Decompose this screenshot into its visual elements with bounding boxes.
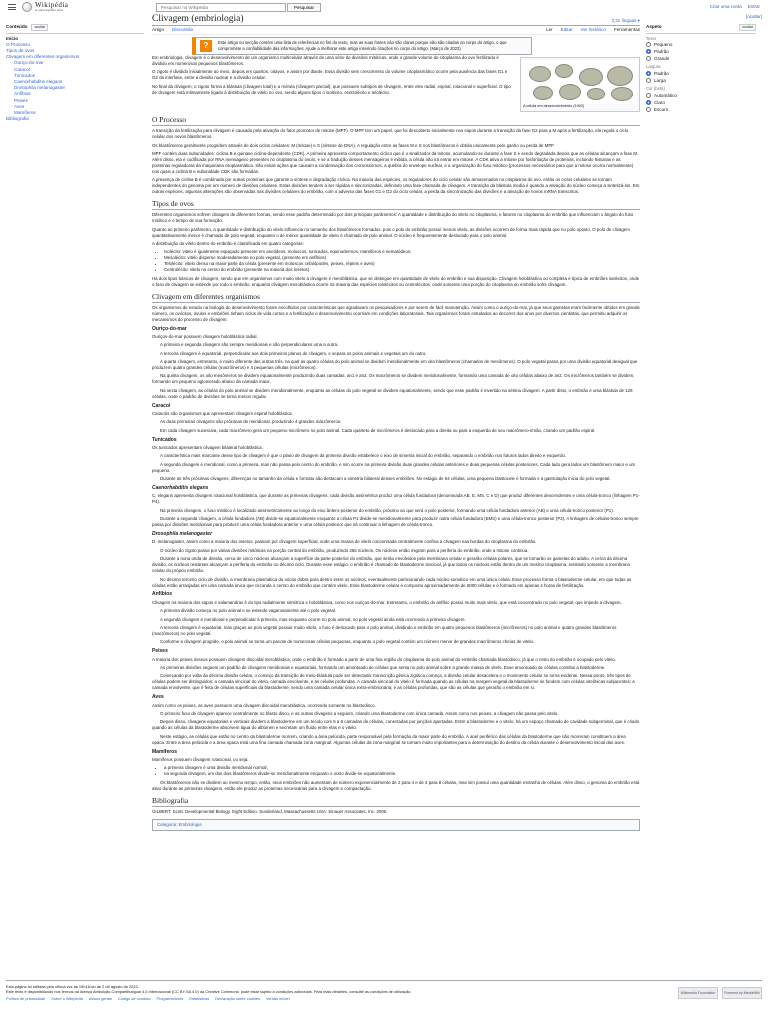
user-links [710, 4, 760, 10]
radio-label: Padrão [654, 70, 669, 76]
paragraph: A terceira clivagem é equatorial, mas graças ao polo vegetal possuir muito vitelo, o fuso é deslocado para o polo animal, dividindo o embrião em quatro pequenos blastômeros (micrômeros) no polo animal e quatro grandes blastômeros (macrômeros) no polo vegetal. [152, 625, 617, 636]
subsection-heading: Caracol [152, 402, 171, 409]
paragraph: A segunda clivagem é meridional, como a primeira, mas não passa pelo centro do embrião, e sim ocorre na primeira divisão duas grandes células anteriores e duas pequenas células posteriores. Cada lado gera lados um blastômero maior e um pequeno. [152, 461, 636, 473]
paragraph: Os organismos de estudo na biologia do desenvolvimento foram escolhidos por características que agradavam os pesquisadores e por serem de fácil manutenção. Assim como o ouriço-do-mar, já que seus gametas eram facilmente obtidos em grande número, os ovócitos, óvulos e embriões tinham ciclos de vida curtos e a fertilização e desenvolvimento ocorriam em condições laboratoriais. Tais organismos foram estudados ao decorrer dos anos por diversos cientistas, que permitiu adquirir os mecanismos do processo de clivagem. [152, 304, 640, 322]
subsection-heading: Aves [152, 694, 164, 701]
footer-link[interactable]: Política de privacidade [6, 996, 46, 1002]
radio-option[interactable] [646, 106, 756, 113]
logo-title: Wikipédia [35, 0, 69, 9]
paragraph: D. melanogaster, assim como a maioria dos insetos, passam por clivagem superficial, onde uma massa de vitelo concentrada centralmente confina a clivagem nas bordas do citoplasma do embrião. [152, 539, 537, 545]
paragraph: Os blastômeros não se dividem ao mesmo tempo, então, seus embriões não aumentam de número exponencialmente de 2 para 4 e de 4 para 8 células, mas sim possuí uma quantidade estranha de células. Além disso, o genoma do embrião está ativo durante as primeiras clivagens, então ele produz as proteínas necessárias para a clivagem e compactação. [152, 779, 640, 791]
paragraph: A primeira e segunda clivagem são sempre meridionais e são perpendiculares uma a outra. [160, 342, 339, 348]
radio-label: Padrão [654, 49, 669, 55]
footer-link[interactable]: Declaração sobre cookies [215, 996, 260, 1002]
search-form [156, 3, 321, 12]
intro-paragraph: No final da clivagem, o zigoto forma a blástula (clivagem total) e a mórula (clivagem parcial), que possuem subtipos de clivagem, entre eles radial, espiral, rotacional e superficial. O tipo de clivagem está intimamente ligado à distribuição de vitelo no ovo, sendo alguns tipos o isolécito, centrolécito e telolécito. [152, 83, 511, 95]
egg-type-list [152, 249, 640, 273]
category-link[interactable]: Embriologia [178, 821, 202, 827]
paragraph: Mamíferos possuem clivagem rotacional, ou seja: [152, 756, 249, 762]
list-item: • na segunda clivagem, um dos dois blastômeros divide-se meridionalmente enquanto o outro divide-se equatorialmente. [164, 771, 640, 777]
category-box [152, 819, 640, 831]
footer-link[interactable]: Programadores [156, 996, 184, 1002]
footer-badges [678, 987, 762, 999]
radio-option[interactable] [646, 48, 756, 55]
radio-icon[interactable] [646, 107, 651, 112]
toc-item[interactable]: Início [6, 35, 18, 41]
appearance-title: Aspeto [646, 24, 662, 30]
appearance-hide-button[interactable]: ocultar [739, 24, 756, 31]
paragraph: Depois disso, clivagens equatoriais e verticais dividem a blastoderme em um tecido com 5 a 6 camadas de células, conectadas por junções apertadas. Entre a blastoderme e o vitelo, há um espaço chamado de cavidade subgerminal, que é criado quando as células da blastoderme absorvem água do albúmen e secretam um fluido entre elas e o vitelo. [152, 719, 640, 731]
paragraph: A segunda clivagem é meridional e perpendicular à primeira, mas enquanto ocorre no polo animal, no polo vegetal ainda está ocorrendo a primeira clivagem. [160, 616, 466, 622]
tab-read[interactable]: Ler [546, 27, 553, 33]
paragraph: No décimo terceiro ciclo de divisão, a membrana plasmática do oócito dobra para dentro entre os núcleos, eventualmente particionando cada núcleo somático em uma única célula. Esse processo forma o blastoderme celular, em que todas as células estão arranjadas em uma camada única que circunda o centro do embrião que contém vitelo. Esse blastoderme celular é composto aproximadamente de 6000 células e é formado em apenas 4 horas de fertilização. [152, 576, 632, 588]
section-heading: Clivagem em diferentes organismos [152, 292, 640, 303]
site-header [0, 0, 768, 14]
message-box [192, 37, 532, 55]
message-text: Este artigo ou secção contém uma lista de referências no fim do texto, mas as suas fontes não são claras porque não são citadas no corpo do artigo, o que compromete a confiabilidade das informações. Ajude a melhorar este artigo inserindo citações no corpo do artigo. (Março de 2023) [218, 40, 507, 51]
logo-subtitle: A enciclopédia livre [35, 7, 64, 12]
radio-option[interactable] [646, 77, 756, 84]
toc-sidebar [6, 24, 144, 122]
subsection-heading: Peixes [152, 648, 168, 655]
tab-edit[interactable]: Editar [560, 27, 573, 33]
radio-option[interactable] [646, 99, 756, 106]
hide-toggle[interactable]: [ocultar] [745, 14, 762, 19]
intro-paragraph: O zigoto é dividido inicialmente ao meio, depois em quartos, oitavos, e assim por diante. Essa divisão sem crescimento do volume citoplasmático ocorre pela ausência das fases G1 e G2 da interfase, entre a divisão nuclear e a divisão celular. [152, 69, 508, 81]
radio-option[interactable] [646, 55, 756, 62]
paragraph: Clivagem na maioria dos sapos e salamandras é do tipo radialmente simétrica e holoblástica, como nos ouriços-do-mar. Entretanto, o embrião do anfíbio possui muito mais vitelo, que está concentrado no polo vegetal, que impede a clivagem. [152, 599, 622, 605]
toc-item[interactable]: Peixes [14, 97, 28, 103]
text-size-label: Texto [646, 35, 657, 41]
paragraph: Há dois tipos básicos de clivagem, sendo que em organismos com muito vitelo a clivagem é meroblástica, que se distingue em quantidade de vitelo do embrião e sua disposição. Clivagem holoblástica ou completa é típica de embriões isolécitos, onde o fuso de clivagem se estende por todo o embrião, enquanto clivagem meroblástica ocorre na maioria das espécies telolécitos ou centrolécitos, onde somente uma porção do citoplasma do embrião sofre clivagem. [152, 275, 640, 287]
paragraph: Durante as três próximas clivagens, diferenças no tamanho da célula e formato são destacam a simetria bilateral desses embriões. No estágio de 64 células, uma pequena blastocele é formada e a gastrulação inicia do polo vegetal. [160, 476, 611, 482]
footer-link[interactable]: Versão móvel [265, 996, 290, 1002]
paragraph: MPF contém duas subunidades: ciclina B e quinase ciclina-dependente (CDK). A primeira apresenta comportamento cíclico que é o sinalizador da mitose, acumulando-se durante a fase S e sendo degradada depois que as células alcançam a fase M. Além disso, ela é codificada por RNA mensageiro presentes no citoplasma do óvulo, e se a tradução desses mensageiros é inibida, a célula não irá entrar em mitose. A CDK ativa a mitose por fosforilação de proteínas, incluindo histonas e as proteínas reguladoras da maquinaria citoplasmática. São essas ações que causam a condensação dos cromossomos, a quebra do envelope nuclear, e a organização do fuso mitótico (processos necessários para que a mitose ocorra normalmente) nos quais a ciclina B e subunidade CDK são formadas. [152, 151, 639, 174]
paragraph: Conforme a clivagem progride, o polo animal se torna um pacote de numerosas células pequenas, enquanto o polo vegetal contém um número menor de grandes macrômeros cheios de vitelo. [160, 639, 535, 645]
toc-item[interactable]: Clivagem em diferentes organismos [6, 54, 80, 60]
list-item: • Telolécito: vitelo denso na maior parte da célula (presente em moluscos cefalópodes, peixes, répteis e aves) [164, 261, 640, 267]
toc-hide-button[interactable]: ocultar [31, 24, 48, 31]
paragraph: Caracóis são organismos que apresentam clivagem espiral holoblástica. [152, 410, 293, 416]
figure [520, 57, 640, 112]
radio-icon[interactable] [646, 100, 651, 105]
radio-option[interactable] [646, 92, 756, 99]
radio-icon[interactable] [646, 56, 651, 61]
color-options [646, 92, 756, 113]
toc-item[interactable]: Aves [14, 103, 25, 109]
search-button[interactable]: Pesquisar [287, 3, 321, 12]
mammal-list [152, 765, 640, 777]
last-edited: Esta página foi editada pela última vez às 10h11min de 2 de agosto de 2023. [6, 984, 139, 989]
section-heading: Tipos de ovos [152, 199, 640, 210]
toc-item[interactable]: Tipos de ovos [6, 48, 35, 54]
paragraph: A característica mais marcante desse tipo de clivagem é que o plano de clivagem da primeira divisão estabelece o eixo de simetria inicial do embrião, separando o embrião nos futuros lados direito e esquerdo. [160, 453, 567, 459]
section-heading: Bibliografia [152, 796, 640, 807]
text-size-options [646, 41, 756, 62]
toc-item[interactable]: Mamíferos [14, 109, 36, 115]
list-item: • Centrolécito: vitelo no centro do embrião (presente na maioria dos insetos) [164, 267, 640, 273]
radio-label: Claro [654, 99, 665, 105]
paragraph: Ouriços-do-mar possuem clivagem holoblástica radial. [152, 333, 258, 339]
intro-paragraph: Em embriologia, clivagem é o desenvolvimento de um organismo multicelular através de uma série de divisões mitóticas, onde o grande volume de citoplasma do ovo fertilizado é dividido em numerosos pequenos blastômeros. [152, 55, 499, 66]
footer-link[interactable]: Código de conduta [117, 996, 151, 1002]
paragraph: O núcleo do zigoto passa por várias divisões mitóticas na porção central do embrião, produzindo 256 núcleos. Os núcleos então migram para a periferia do embrião, onde a mitose continua. [160, 547, 529, 553]
paragraph: O primeiro fuso de clivagem aparece centralmente no blasto disco, e as outras clivagens a seguem, criando uma blastoderme com única camada. Assim como nos peixes, a clivagem não passa pelo vitelo. [160, 710, 559, 716]
toc-item[interactable]: Caenorhabditis elegans [14, 78, 63, 84]
radio-label: Automático [654, 92, 677, 98]
list-item: • Isolécito: vitelo é igualmente espaçado presente em anelídeos, moluscos, tunicados, equinodermos, mamíferos e nematódeos; [164, 249, 640, 255]
paragraph: A presença de ciclina B é combinada por outras proteínas que garante a síntese e degradação cíclica. Na maioria das espécies, os reguladores do ciclo celular são armazenados no citoplasma do ovo, então os ciclos celulares se tornam independentes do genoma por um número de divisões celulares. Estas divisões tendem a ser rápidas e sincronizadas, definindo uma fase chamada de clivagem. A transição da blástula media é quando a ativação do núcleo começa a sintetizá-los. Em outras espécies, algumas alterações são observadas nas divisões celulares do embrião, com o advento das fases G1 e G2 do ciclo celular, a perda da sincronização das divisões e a ativação de novos mRNA transcritos. [152, 177, 640, 195]
page-tabs [152, 26, 640, 35]
paragraph: Na primeira clivagem, o fuso mitótico é localizado assimetricamente ao longo do eixo ântero-posterior do embrião, próximo ao que será o polo posterior, formando uma célula fundadora anterior (AB) e uma célula-tronco posterior (P1). [160, 507, 614, 513]
language-button[interactable]: 文31 línguas ▾ [610, 18, 640, 24]
radio-icon[interactable] [646, 42, 651, 47]
radio-icon[interactable] [646, 78, 651, 83]
list-item: • a primeira clivagem é uma divisão meridional normal; [164, 765, 640, 771]
paragraph: C. elegans apresenta clivagem rotacional holoblástica, que durante as primeiras clivagens, cada divisão assimétrica produz uma célula fundadora (denominada AB, E, MS, C e D) que produz diferentes descendentes e uma célula-tronco (linhagem P1-P4). [152, 493, 640, 505]
toc-item[interactable]: Drosophila melanogaster [14, 85, 66, 91]
paragraph: Em cada clivagem sucessiva, cada macrômero gera um pequeno micrômero no polo animal. Cada quarteto de micrômeros é deslocado para a direita ou para a esquerda de seu macrômero-irmão, criando um padrão espiral. [160, 427, 596, 433]
subsection-heading: Drosophila melanogaster [152, 531, 213, 538]
paragraph: Neste estágio, as células que estão no centro da blastoderme morrem, criando a área pelúcida, parte responsável pela formação da maior parte do embrião. A anel periférico das células da blastoderme que não morreram constituem a área opaca. Entre a área pelúcida e a área opaca está uma fina camada chamada zona marginal. Algumas células da zona marginal se tornam muito importantes para a determinação do destino da célula durante o desenvolvimento inicial das aves. [152, 733, 626, 745]
color-label: Cor (beta) [646, 86, 665, 92]
paragraph: A primeira divisão começa no polo animal e se estende vagarosamente até o polo vegetal. [160, 608, 336, 614]
footer-link[interactable]: Estatísticas [189, 996, 210, 1002]
paragraph: Assim como os peixes, as aves possuem uma clivagem discoidal meroblástica, ocorrendo somente no blastodisco. [152, 702, 376, 708]
wikipedia-logo[interactable] [22, 2, 132, 13]
radio-icon[interactable] [646, 93, 651, 98]
paragraph: As primeiras divisões seguem um padrão de clivagens meridionais e equatoriais, formando um amontoado de células que senta no polo animal sobre a grande massa de vitelo. Esse amontoado de células constitui a blastoderme. [160, 665, 606, 670]
paragraph: Durante a nona onda de divisão, cerca de cinco núcleos alcançam a superfície da parte posterior do embrião, que serão envolvidos pela membrana celular e gerarão células polares, que se tornarão os gametas do adulto. A cerca da décima divisão, os núcleos restantes alcançam a periferia do embrião no décimo ciclo. Durante esse estágio, o embrião é chamado de blastoderme sincicial, já que todos os núcleos estão dentro de um mesmo citoplasma, existindo somente a membrana celular do próprio embrião. [152, 556, 630, 574]
subsection-heading: Caenorhabditis elegans [152, 485, 209, 492]
radio-label: Pequeno [654, 42, 673, 48]
paragraph: Os tunicados apresentam clivagem bilateral holoblástica. [152, 445, 263, 450]
bibliography-entry: GILBERT, Scott. Developmental Biology. Eight Edition. Sunderland, Massachussetts USA: Sinauer Associates, Inc. 2006. [152, 808, 388, 814]
paragraph: A maioria dos peixes ósseos possuem clivagem discoidal meroblástica, onde o embrião é formado a partir de uma fina região do citoplasma do polo animal do embrião chamada blastodisco, já que o resto do embrião é ocupado pelo vitelo. [152, 656, 616, 662]
radio-label: Larga [654, 78, 666, 84]
create-account-link[interactable]: Criar uma conta [709, 4, 742, 10]
page-title: Clivagem (embriologia) [152, 13, 244, 24]
section-heading: O Processo [152, 115, 640, 126]
paragraph: Na sexta clivagem, as células do polo animal se dividem meridionalmente, enquanto as células do polo vegetal se dividem equatorialmente, sendo que esse padrão é invertido na sétima clivagem. A partir disto, o embrião é uma blástula de 128 células, onde o padrão de divisões se torna menos regular. [152, 387, 633, 399]
paragraph: As duas primeiras clivagens são próximas de meridional, produzindo 4 grandes macrômeros. [160, 419, 342, 425]
appearance-sidebar [646, 24, 756, 113]
footer-link[interactable]: Avisos gerais [88, 996, 112, 1002]
tab-article[interactable]: Artigo [152, 27, 165, 33]
search-input[interactable] [156, 3, 286, 12]
toc-item[interactable]: Caracol [14, 66, 30, 72]
globe-icon [22, 2, 32, 12]
radio-label: Escuro [654, 106, 669, 112]
toc-list [6, 36, 144, 123]
radio-label: Grande [654, 56, 670, 62]
license-text: Este texto é disponibilizado nos termos da licença Atribuição-CompartilhaIgual 4.0 Internacional (CC BY-SA 4.0) da Creative Commons; pode estar sujeito a condições adicionais. Para mais detalhes, consulte as condições de utilização. [6, 989, 412, 995]
radio-option[interactable] [646, 41, 756, 48]
page-footer [6, 980, 762, 1001]
mediawiki-badge[interactable]: Powered by MediaWiki [722, 987, 762, 999]
width-options [646, 70, 756, 84]
login-link[interactable]: Entrar [747, 4, 760, 10]
toc-item[interactable]: Bibliografia [6, 116, 29, 122]
article-body [152, 37, 640, 831]
tab-history[interactable]: Ver histórico [580, 27, 606, 33]
radio-option[interactable] [646, 70, 756, 77]
tab-discussion[interactable]: Discussão [172, 27, 194, 33]
paragraph: A distribuição do vitelo dentro do embrião é classificada em quatro categorias: [152, 241, 304, 246]
paragraph: Durante a segunda clivagem, a célula fundadora (AB) divide-se equatorialmente enquanto a célula P1 divide-se meridionalmente para produzir outra célula fundadora (EMS) e uma célula-tronco posterior (P2). A linhagem de células-tronco sempre passa por divisões meridionais para produzir uma célula fundadora anterior e uma célula posterior que irá continuar a linhagem de célula-tronco. [152, 516, 639, 528]
language-count: 31 línguas [615, 18, 637, 24]
subsection-heading: Tunicados [152, 436, 177, 443]
width-label: Largura [646, 64, 661, 70]
main-menu-icon[interactable] [8, 4, 16, 10]
figure-caption: A célula em desenvolvimento (1902) [523, 104, 585, 108]
warning-icon: ? [200, 40, 212, 52]
paragraph: Começando por volta da décima divisão celular, o começo da transição de meio-blástula pode ser detectada: transcrição gênica zigótica começa, a divisão celular desacelera e o movimento celular se torna evidente. Nessa ponto, três tipos de células podem ser distinguidos: a camada sincicial do vitelo, camada envolvente, e as células profundas. A camada sincicial do vitelo é formada quando as células na margem vegetal da blastoderme se fundem com células vitelínicas subjacentes; a camada envolvente, que é feita de células superficiais da blastoderme, sendo uma camada celular única extra-embrionária; e as células profundas, que são as células que gerarão o embrião em si. [152, 673, 635, 691]
toc-item[interactable]: O Processo [6, 41, 30, 47]
list-item: • Mesolécito: vitelo disperso moderadamente no polo vegetal, (presente em anfíbios) [164, 255, 640, 261]
footer-links [6, 996, 762, 1001]
paragraph: A quarta clivagem, entretanto, é muito diferente das outras três, na qual as quatro células do polo animal se dividem meridionalmente em oito blastômeros (chamados de mesômeros). O polo vegetal passa por uma divisão equatorial desigual que produzem quatro grandes células (macrômeros) e 4 pequenas células (micrômeros). [152, 359, 638, 370]
toc-item[interactable]: Tunicados [14, 72, 36, 78]
toc-item[interactable]: Ouriço-do-mar [14, 60, 44, 66]
paragraph: A transição da fertilização para clivagem é causada pela ativação do fator promotor de mitose (MPF). O MPF tem um papel, que foi descoberto inicialmente nos sapos durante a transição da fase G2 para a M após a fertilização, ela regula o ciclo celular dos novos blastômeros. [152, 128, 629, 140]
subsection-heading: Anfíbios [152, 591, 172, 598]
embryo-illustration [523, 60, 637, 104]
toc-title: Conteúdo [6, 24, 28, 30]
toc-item[interactable]: Anfíbios [14, 91, 31, 97]
paragraph: Na quinta clivagem, os oito mesômeros se dividem equatorialmente produzindo duas camadas, an1 e an2. Os macrômeros se dividem meridionalmente, formando uma camada de oito células abaixo de an2. Os micrômeros também se dividem, formando um pequeno aglomerado abaixo da camada maior. [152, 373, 635, 385]
paragraph: A terceira clivagem é equatorial, perpendicular aos dois primeiros planos de clivagem, e separa os polos animais e vegetais um do outro. [160, 350, 427, 356]
subsection-heading: Ouriço-do-mar [152, 325, 187, 332]
paragraph: Os blastômeros geralmente progridem através de dois ciclos celulares: M (mitose) e S (síntese de DNA). A regulação entre as fases M e S nos blastômeros é obtida unicamente pelo ganho ou perda de MPF. [152, 142, 555, 148]
title-area [152, 14, 640, 35]
appearance-header [646, 24, 756, 34]
subsection-heading: Mamíferos [152, 748, 178, 755]
wikimedia-badge[interactable]: Wikimedia Foundation [678, 987, 718, 999]
tools-menu[interactable]: Ferramentas [613, 27, 640, 33]
paragraph: Diferentes organismos sofrem clivagem de diferentes formas, sendo esse padrão determinado por dois principais parâmetros: A quantidade e distribuição do vitelo no citoplasma, e fatores no citoplasma do embrião que influenciam o ângulo do fuso mitótico e o tempo de sua formação. [152, 212, 634, 224]
category-label[interactable]: Categoria: [157, 821, 178, 827]
footer-link[interactable]: Sobre a Wikipédia [51, 996, 83, 1002]
radio-icon[interactable] [646, 49, 651, 54]
toc-header [6, 24, 144, 34]
paragraph: Quanto ao primeiro parâmetro, a quantidade e distribuição do vitelo influencia no tamanho dos blastômeros formados, pois o polo do embrião possuí menos vitelo, as divisões ocorrem de forma mais rápida que no polo oposto. O polo de clivagem quantitativamente menor é chamado de polo vegetal, enquanto o de menor quantidade de vitelo é chamado de polo animal. O núcleo é frequentemente deslocado para o polo animal. [152, 226, 630, 238]
radio-icon[interactable] [646, 71, 651, 76]
